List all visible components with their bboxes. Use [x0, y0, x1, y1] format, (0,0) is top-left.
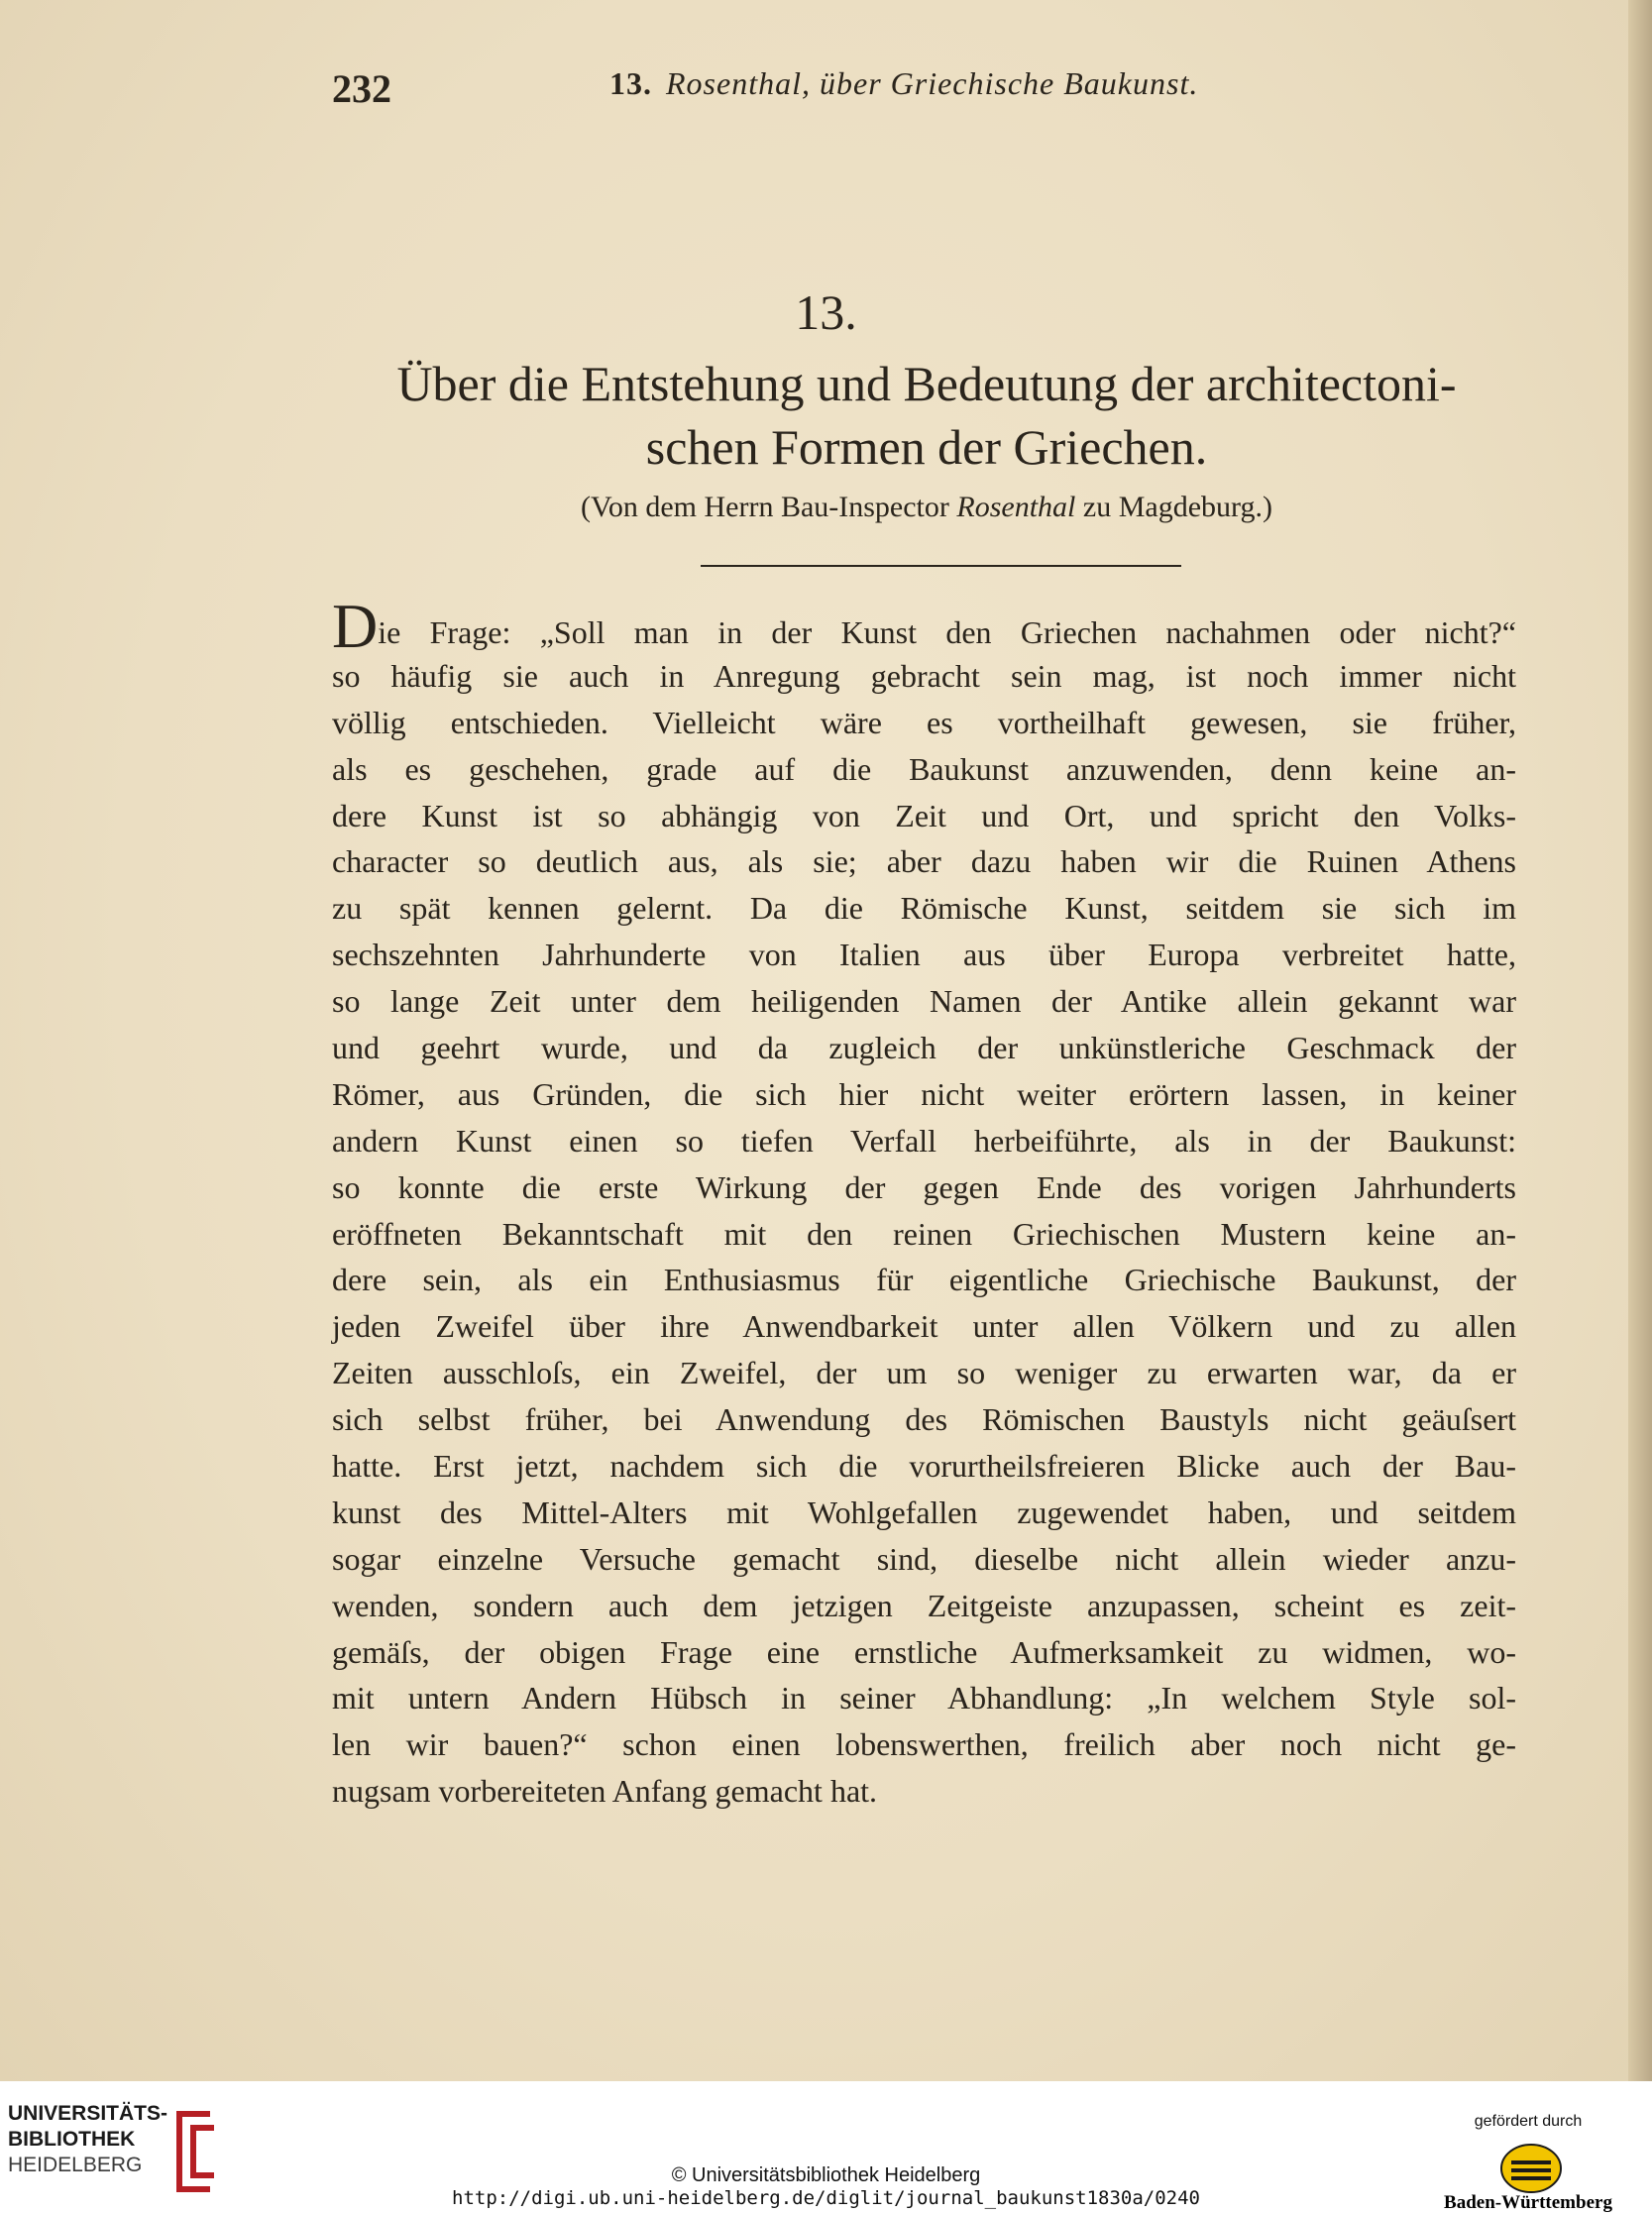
- body-line: sogar einzelne Versuche gemacht sind, dieselbe nicht allein wieder anzu-: [332, 1540, 1516, 1577]
- funder-label: gefördert durch: [1474, 2113, 1583, 2130]
- chapter-title-line-2: schen Formen der Griechen.: [645, 419, 1208, 475]
- body-line: sich selbst früher, bei Anwendung des Römischen Baustyls nicht geäuſsert: [332, 1401, 1516, 1438]
- library-name-line-3: HEIDELBERG: [8, 2154, 143, 2176]
- chapter-author: [317, 491, 1536, 524]
- drop-cap: D: [332, 591, 379, 661]
- body-line: gemäſs, der obigen Frage eine ernstliche Aufmerksamkeit zu widmen, wo-: [332, 1633, 1516, 1670]
- body-line: mit untern Andern Hübsch in seiner Abhandlung: „In welchem Style sol-: [332, 1680, 1516, 1716]
- running-title: [609, 65, 1198, 102]
- body-line: als es geschehen, grade auf die Baukunst anzuwenden, denn keine an-: [332, 750, 1516, 787]
- body-line: völlig entschieden. Vielleicht wäre es vortheilhaft gewesen, sie früher,: [332, 704, 1516, 740]
- copyright-notice: © Universitätsbibliothek Heidelberg: [671, 2164, 981, 2186]
- body-line: wenden, sondern auch dem jetzigen Zeitgeiste anzupassen, scheint es zeit-: [332, 1587, 1516, 1623]
- body-line: sechszehnten Jahrhunderte von Italien aus über Europa verbreitet hatte,: [332, 937, 1516, 973]
- author-suffix: zu Magdeburg.): [1082, 491, 1272, 523]
- body-line: eröffneten Bekanntschaft mit den reinen Griechischen Mustern keine an-: [332, 1215, 1516, 1252]
- body-line: [332, 591, 1516, 661]
- section-rule: [701, 565, 1181, 567]
- body-line: Römer, aus Gründen, die sich hier nicht weiter erörtern lassen, in keiner: [332, 1075, 1516, 1112]
- body-line: so konnte die erste Wirkung der gegen Ende des vorigen Jahrhunderts: [332, 1168, 1516, 1205]
- body-line: dere sein, als ein Enthusiasmus für eigentliche Griechische Baukunst, der: [332, 1262, 1516, 1298]
- chapter-title: [317, 352, 1536, 479]
- page-number: 232: [332, 66, 391, 111]
- coat-of-arms-icon: [1495, 2141, 1567, 2196]
- body-line-text: ie Frage: „Soll man in der Kunst den Griechen nachahmen oder nicht?“: [378, 614, 1516, 650]
- body-line: jeden Zweifel über ihre Anwendbarkeit unter allen Völkern und zu allen: [332, 1308, 1516, 1345]
- body-line: zu spät kennen gelernt. Da die Römische Kunst, seitdem sie sich im: [332, 890, 1516, 927]
- body-line: nugsam vorbereiteten Anfang gemacht hat.: [332, 1773, 878, 1810]
- body-line: dere Kunst ist so abhängig von Zeit und Ort, und spricht den Volks-: [332, 797, 1516, 833]
- library-name-line-1: UNIVERSITÄTS-: [8, 2102, 168, 2125]
- body-line: character so deutlich aus, als sie; aber dazu haben wir die Ruinen Athens: [332, 843, 1516, 880]
- body-line: so lange Zeit unter dem heiligenden Namen der Antike allein gekannt war: [332, 983, 1516, 1020]
- chapter-number: 13.: [795, 284, 857, 340]
- running-head: [332, 61, 1249, 111]
- body-text: [332, 591, 1516, 1815]
- body-line: und geehrt wurde, und da zugleich der unkünstleriche Geschmack der: [332, 1030, 1516, 1066]
- body-line: len wir bauen?“ schon einen lobenswerthen, freilich aber noch nicht ge-: [332, 1726, 1516, 1763]
- chapter-title-line-1: Über die Entstehung und Bedeutung der architectoni-: [396, 356, 1457, 411]
- funder-name: Baden-Württemberg: [1444, 2192, 1612, 2213]
- body-line: hatte. Erst jetzt, nachdem sich die vorurtheilsfreieren Blicke auch der Bau-: [332, 1448, 1516, 1485]
- running-title-text: Rosenthal, über Griechische Baukunst.: [666, 65, 1199, 101]
- body-line: Zeiten ausschloſs, ein Zweifel, der um so weniger zu erwarten war, da er: [332, 1355, 1516, 1391]
- author-name: Rosenthal: [956, 491, 1076, 523]
- body-line: andern Kunst einen so tiefen Verfall herbeiführte, als in der Baukunst:: [332, 1122, 1516, 1159]
- body-line: kunst des Mittel-Alters mit Wohlgefallen zugewendet haben, und seitdem: [332, 1494, 1516, 1530]
- body-line: so häufig sie auch in Anregung gebracht sein mag, ist noch immer nicht: [332, 657, 1516, 694]
- source-url[interactable]: http://digi.ub.uni-heidelberg.de/diglit/journal_baukunst1830a/0240: [452, 2187, 1200, 2209]
- author-prefix: (Von dem Herrn Bau-Inspector: [581, 491, 949, 523]
- running-chapter-number: 13.: [609, 65, 652, 101]
- library-name-line-2: BIBLIOTHEK: [8, 2128, 136, 2151]
